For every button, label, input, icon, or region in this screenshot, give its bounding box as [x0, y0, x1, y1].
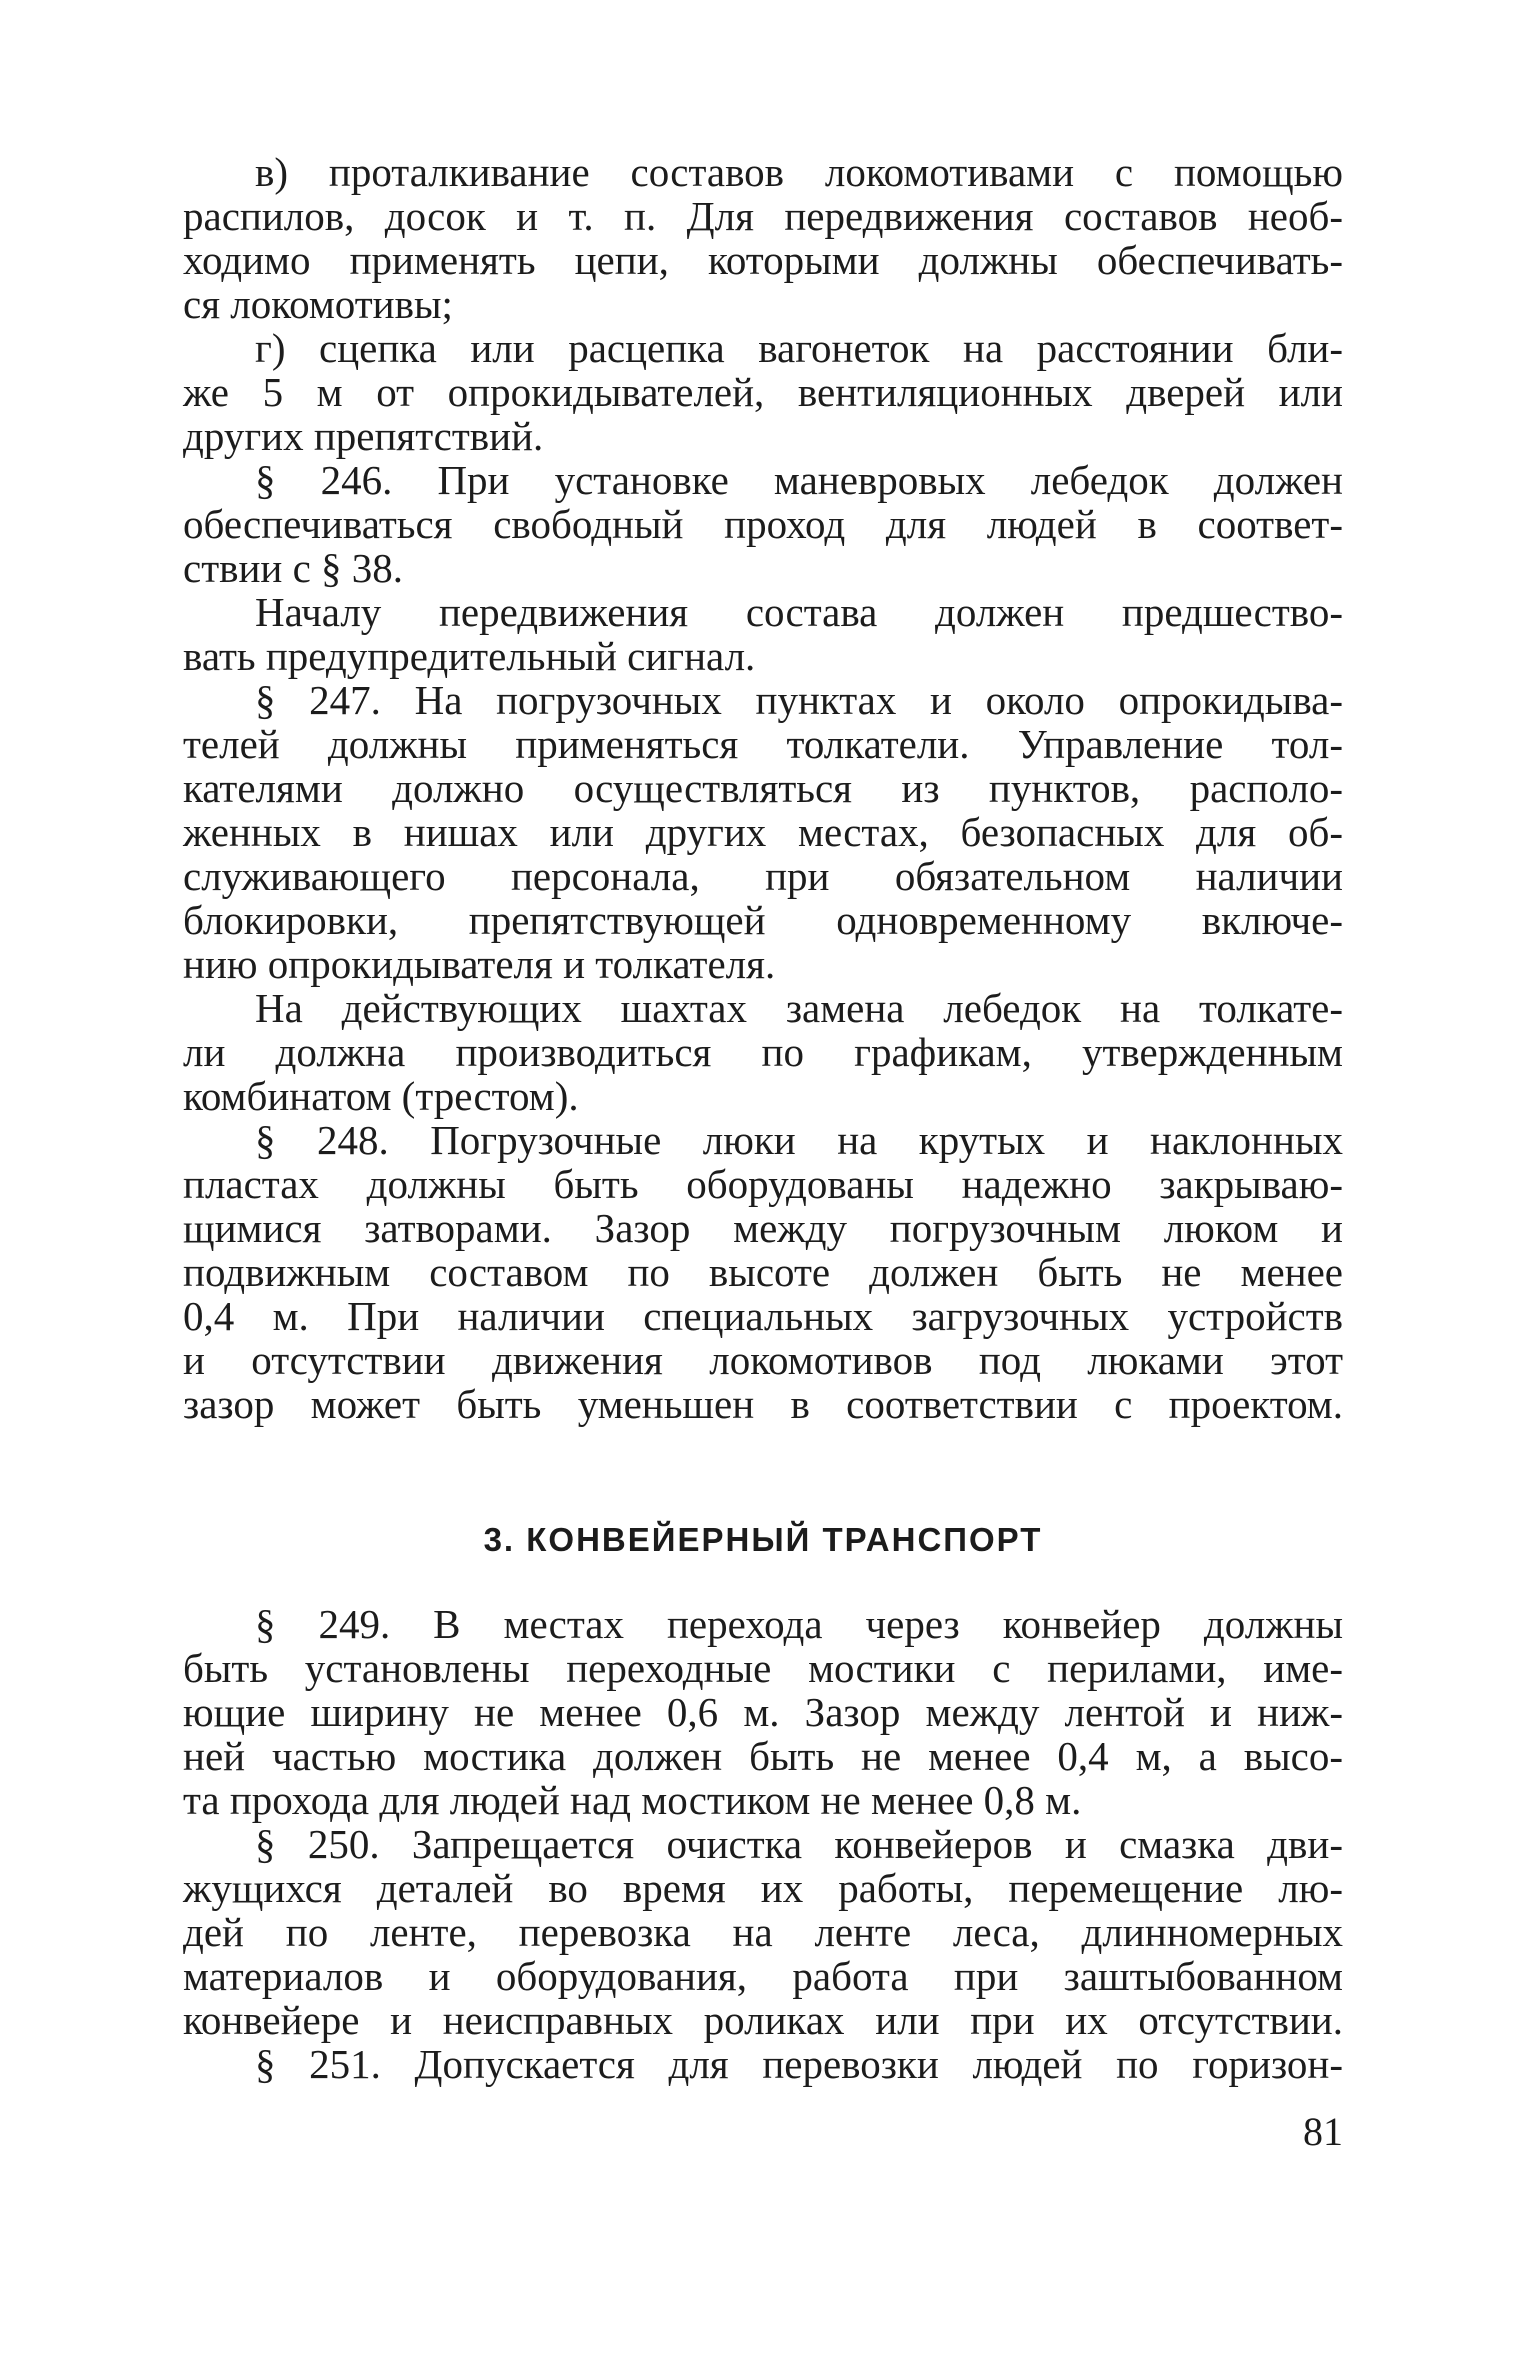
- text-line: Началу передвижения состава должен предшество-: [255, 589, 1343, 635]
- page-number: 81: [1303, 2109, 1343, 2154]
- text-line: конвейере и неисправных роликах или при их отсутствии.: [183, 1997, 1343, 2043]
- text-line: быть установлены переходные мостики с перилами, име-: [183, 1645, 1343, 1691]
- text-line: вать предупредительный сигнал.: [183, 633, 756, 679]
- text-line: женных в нишах или других местах, безопасных для об-: [183, 809, 1343, 855]
- text-line: пластах должны быть оборудованы надежно закрываю-: [183, 1161, 1343, 1207]
- text-line: распилов, досок и т. п. Для передвижения составов необ-: [183, 193, 1343, 239]
- text-line: На действующих шахтах замена лебедок на толкате-: [255, 985, 1343, 1031]
- text-line: § 248. Погрузочные люки на крутых и наклонных: [255, 1117, 1343, 1163]
- text-line: и отсутствии движения локомотивов под люками этот: [183, 1337, 1343, 1383]
- text-line: ствии с § 38.: [183, 545, 404, 591]
- text-line: жущихся деталей во время их работы, перемещение лю-: [183, 1865, 1343, 1911]
- text-line: § 247. На погрузочных пунктах и около опрокидыва-: [255, 677, 1343, 723]
- section-heading: 3. КОНВЕЙЕРНЫЙ ТРАНСПОРТ: [483, 1521, 1043, 1558]
- text-line: служивающего персонала, при обязательном наличии: [183, 853, 1343, 899]
- text-line: § 249. В местах перехода через конвейер должны: [255, 1601, 1343, 1647]
- text-line: ли должна производиться по графикам, утвержденным: [183, 1029, 1343, 1075]
- text-line: кателями должно осуществляться из пунктов, располо-: [183, 765, 1343, 811]
- text-line: в) проталкивание составов локомотивами с помощью: [255, 149, 1343, 195]
- text-line: нию опрокидывателя и толкателя.: [183, 941, 776, 987]
- text-line: § 246. При установке маневровых лебедок должен: [255, 457, 1343, 503]
- text-line: г) сцепка или расцепка вагонеток на расстоянии бли-: [255, 325, 1343, 371]
- text-line: подвижным составом по высоте должен быть не менее: [183, 1249, 1343, 1295]
- text-line: комбинатом (трестом).: [183, 1073, 579, 1119]
- text-line: щимися затворами. Зазор между погрузочным люком и: [183, 1205, 1343, 1251]
- text-line: же 5 м от опрокидывателей, вентиляционных дверей или: [183, 369, 1343, 415]
- text-line: телей должны применяться толкатели. Управление тол-: [183, 721, 1343, 767]
- text-line: блокировки, препятствующей одновременному включе-: [183, 897, 1343, 943]
- text-line: обеспечиваться свободный проход для людей в соответ-: [183, 501, 1343, 547]
- text-line: дей по ленте, перевозка на ленте леса, длинномерных: [183, 1909, 1343, 1955]
- text-line: 0,4 м. При наличии специальных загрузочных устройств: [183, 1293, 1343, 1339]
- text-line: ней частью мостика должен быть не менее 0,4 м, а высо-: [183, 1733, 1343, 1779]
- text-block-upper: [183, 150, 1343, 1426]
- text-line: зазор может быть уменьшен в соответствии с проектом.: [183, 1381, 1343, 1427]
- text-line: § 250. Запрещается очистка конвейеров и смазка дви-: [255, 1821, 1343, 1867]
- text-line: ющие ширину не менее 0,6 м. Зазор между лентой и ниж-: [183, 1689, 1343, 1735]
- text-line: § 251. Допускается для перевозки людей по горизон-: [255, 2041, 1343, 2087]
- text-line: материалов и оборудования, работа при заштыбованном: [183, 1953, 1343, 1999]
- text-line: других препятствий.: [183, 413, 544, 459]
- text-line: ся локомотивы;: [183, 281, 453, 327]
- text-block-lower: [183, 1602, 1343, 2086]
- text-line: та прохода для людей над мостиком не менее 0,8 м.: [183, 1777, 1082, 1823]
- text-line: ходимо применять цепи, которыми должны обеспечивать-: [183, 237, 1343, 283]
